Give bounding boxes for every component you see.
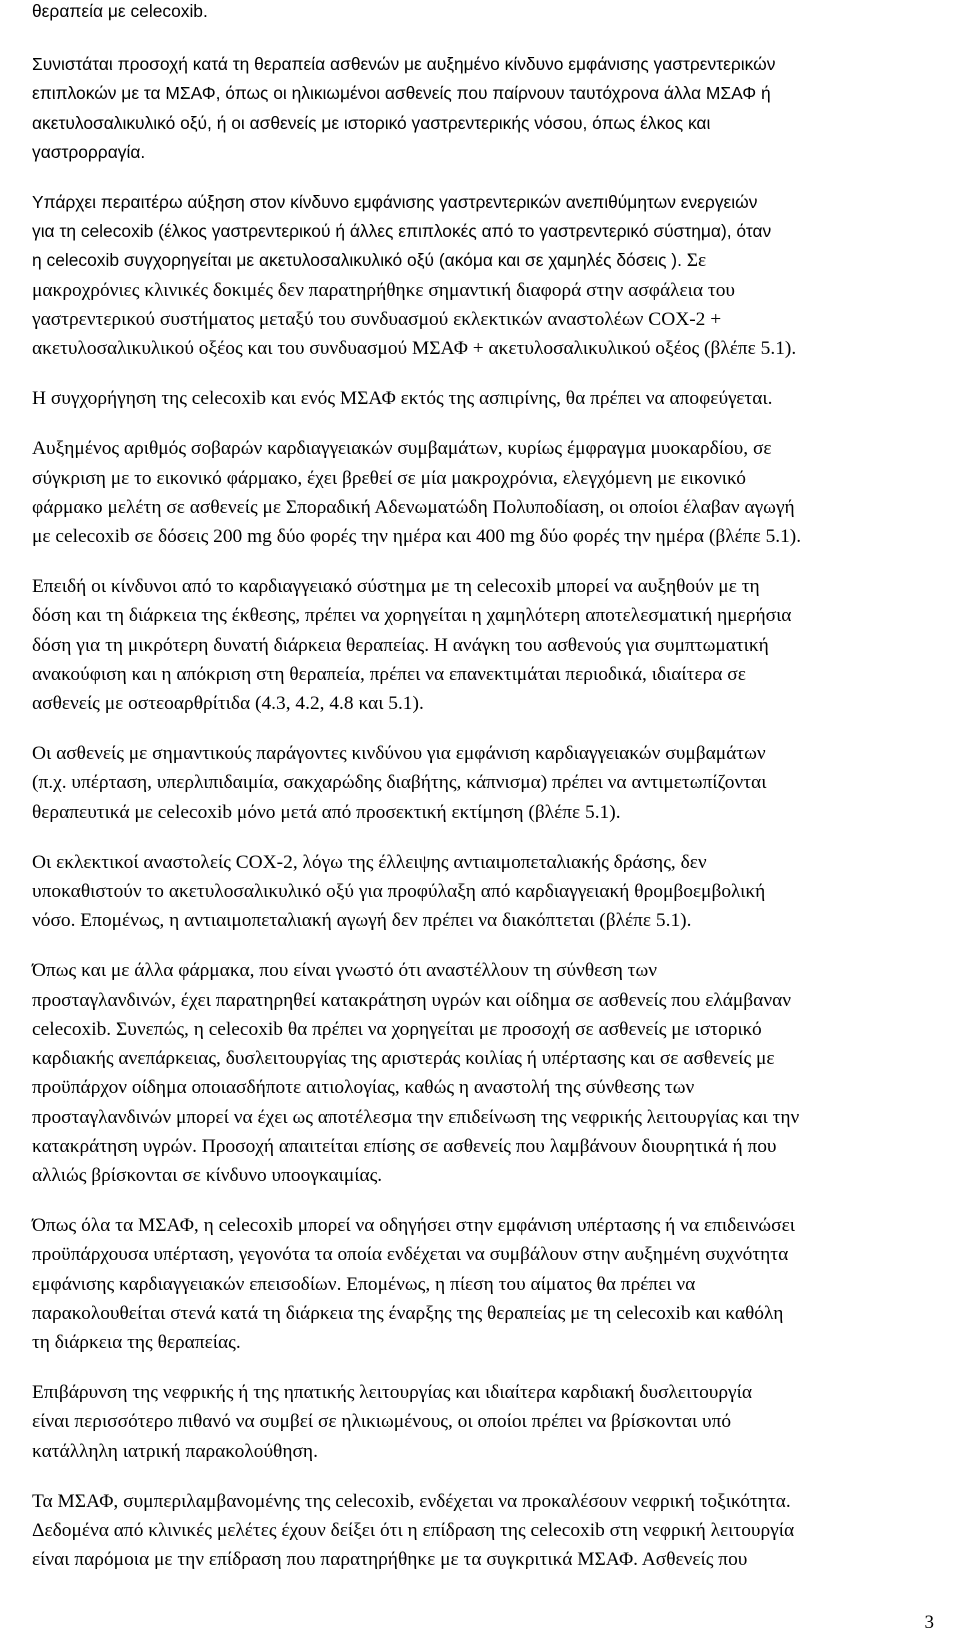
text-line: επιπλοκών με τα ΜΣΑΦ, όπως οι ηλικιωμένοι ασθενείς που παίρνουν ταυτόχρονα άλλα ΜΣΑΦ ή — [32, 83, 771, 104]
paragraph — [32, 50, 932, 167]
text-line: υποκαθιστούν το ακετυλοσαλικυλικό οξύ για προφύλαξη από καρδιαγγειακή θρομβοεμβολική — [32, 881, 766, 903]
text-line: (π.χ. υπέρταση, υπερλιπιδαιμία, σακχαρώδης διαβήτης, κάπνισμα) πρέπει να αντιμετωπίζονται — [32, 772, 767, 794]
paragraph — [32, 572, 932, 718]
text-line: είναι παρόμοια με την επίδραση που παρατηρήθηκε με τα συγκριτικά ΜΣΑΦ. Ασθενείς που — [32, 1549, 748, 1571]
text-line: θεραπεία με celecoxib. — [32, 1, 208, 21]
text-line: προσταγλανδινών μπορεί να έχει ως αποτέλεσμα την επιδείνωση της νεφρικής λειτουργίας και την — [32, 1106, 800, 1128]
text-line: Η συγχορήγηση της celecoxib και ενός ΜΣΑΦ εκτός της ασπιρίνης, θα πρέπει να αποφεύγεται. — [32, 388, 773, 410]
text-line: είναι περισσότερο πιθανό να συμβεί σε ηλικιωμένους, οι οποίοι πρέπει να βρίσκονται υπό — [32, 1411, 732, 1433]
text-line: ασθενείς με οστεοαρθρίτιδα (4.3, 4.2, 4.8 και 5.1). — [32, 693, 424, 715]
text-line: για τη celecoxib (έλκος γαστρεντερικού ή άλλες επιπλοκές από το γαστρεντερικό σύστημα), όταν — [32, 221, 772, 242]
text-line: Οι εκλεκτικοί αναστολείς COX-2, λόγω της έλλειψης αντιαιμοπεταλιακής δράσης, δεν — [32, 851, 707, 873]
text-line: ακετυλοσαλικυλικό οξύ, ή οι ασθενείς με ιστορικό γαστρεντερικής νόσου, όπως έλκος και — [32, 112, 711, 133]
paragraph — [32, 739, 932, 827]
text-line: αλλιώς βρίσκονται σε κίνδυνο υποογκαιμίας. — [32, 1164, 383, 1186]
text-line: τη διάρκεια της θεραπείας. — [32, 1331, 241, 1353]
paragraph — [32, 188, 932, 363]
document-page — [32, 0, 932, 1595]
paragraph — [32, 1378, 932, 1466]
text-line: Τα ΜΣΑΦ, συμπεριλαμβανομένης της celecoxib, ενδέχεται να προκαλέσουν νεφρική τοξικότητα. — [32, 1490, 791, 1512]
text-line: δόση για τη μικρότερη δυνατή διάρκεια θεραπείας. Η ανάγκη του ασθενούς για συμπτωματική — [32, 634, 769, 656]
text-line: νόσο. Επομένως, η αντιαιμοπεταλιακή αγωγή δεν πρέπει να διακόπτεται (βλέπε 5.1). — [32, 910, 692, 932]
text-line: φάρμακο μελέτη σε ασθενείς με Σποραδική Αδενωματώδη Πολυποδίαση, οι οποίοι έλαβαν αγωγή — [32, 496, 795, 518]
text-line: δόση και τη διάρκεια της έκθεσης, πρέπει να χορηγείται η χαμηλότερη αποτελεσματική ημερήσια — [32, 605, 792, 627]
paragraph — [32, 0, 932, 26]
text-line: η celecoxib συγχορηγείται με ακετυλοσαλικυλικό οξύ (ακόμα και σε χαμηλές δόσεις ). Σε — [32, 250, 707, 272]
text-line: με celecoxib σε δόσεις 200 mg δύο φορές την ημέρα και 400 mg δύο φορές την ημέρα (βλέπε 5.1). — [32, 526, 802, 548]
text-line: γαστρορραγία. — [32, 141, 146, 162]
text-line: Συνιστάται προσοχή κατά τη θεραπεία ασθενών με αυξημένο κίνδυνο εμφάνισης γαστρεντερικών — [32, 54, 776, 75]
text-line: θεραπευτικά με celecoxib μόνο μετά από προσεκτική εκτίμηση (βλέπε 5.1). — [32, 801, 621, 823]
text-line: καρδιακής ανεπάρκειας, δυσλειτουργίας της αριστεράς κοιλίας ή υπέρτασης και σε ασθενείς με — [32, 1048, 775, 1070]
text-line: Υπάρχει περαιτέρω αύξηση στον κίνδυνο εμφάνισης γαστρεντερικών ανεπιθύμητων ενεργειών — [32, 192, 758, 213]
paragraph — [32, 956, 932, 1190]
text-line: Δεδομένα από κλινικές μελέτες έχουν δείξει ότι η επίδραση της celecoxib στη νεφρική λειτουργία — [32, 1519, 795, 1541]
text-line: ανακούφιση και η απόκριση στη θεραπεία, πρέπει να επανεκτιμάται περιοδικά, ιδιαίτερα σε — [32, 663, 746, 685]
text-line: προϋπάρχον οίδημα οποιασδήποτε αιτιολογίας, καθώς η αναστολή της σύνθεσης των — [32, 1077, 695, 1099]
paragraph — [32, 1211, 932, 1357]
text-line: προϋπάρχουσα υπέρταση, γεγονότα τα οποία ενδέχεται να συμβάλουν στην αυξημένη συχνότητα — [32, 1244, 789, 1266]
text-line: Όπως και με άλλα φάρμακα, που είναι γνωστό ότι αναστέλλουν τη σύνθεση των — [32, 960, 658, 982]
text-line: Αυξημένος αριθμός σοβαρών καρδιαγγειακών συμβαμάτων, κυρίως έμφραγμα μυοκαρδίου, σε — [32, 438, 772, 460]
text-line: παρακολουθείται στενά κατά τη διάρκεια της έναρξης της θεραπείας με τη celecoxib και καθόλη — [32, 1302, 784, 1324]
text-line: Οι ασθενείς με σημαντικούς παράγοντες κινδύνου για εμφάνιση καρδιαγγειακών συμβαμάτων — [32, 743, 766, 765]
text-line: μακροχρόνιες κλινικές δοκιμές δεν παρατηρήθηκε σημαντική διαφορά στην ασφάλεια του — [32, 279, 735, 301]
page-number: 3 — [924, 1612, 934, 1633]
text-line: ακετυλοσαλικυλικού οξέος και του συνδυασμού ΜΣΑΦ + ακετυλοσαλικυλικού οξέος (βλέπε 5.1). — [32, 338, 797, 360]
paragraph — [32, 1487, 932, 1575]
text-line: σύγκριση με το εικονικό φάρμακο, έχει βρεθεί σε μία μακροχρόνια, ελεγχόμενη με εικονικό — [32, 467, 746, 489]
text-line: Όπως όλα τα ΜΣΑΦ, η celecoxib μπορεί να οδηγήσει στην εμφάνιση υπέρτασης ή να επιδεινώσει — [32, 1215, 795, 1237]
text-line: γαστρεντερικού συστήματος μεταξύ του συνδυασμού εκλεκτικών αναστολέων COX-2 + — [32, 308, 722, 330]
text-line: προσταγλανδινών, έχει παρατηρηθεί κατακράτηση υγρών και οίδημα σε ασθενείς που ελάμβαναν — [32, 989, 792, 1011]
text-line: εμφάνισης καρδιαγγειακών επεισοδίων. Επομένως, η πίεση του αίματος θα πρέπει να — [32, 1273, 696, 1295]
paragraph — [32, 848, 932, 936]
paragraph — [32, 384, 932, 413]
text-line: Επιβάρυνση της νεφρικής ή της ηπατικής λειτουργίας και ιδιαίτερα καρδιακή δυσλειτουργία — [32, 1382, 752, 1404]
text-line: κατακράτηση υγρών. Προσοχή απαιτείται επίσης σε ασθενείς που λαμβάνουν διουρητικά ή που — [32, 1135, 777, 1157]
text-line: κατάλληλη ιατρική παρακολούθηση. — [32, 1440, 318, 1462]
paragraph — [32, 434, 932, 551]
text-line: Επειδή οι κίνδυνοι από το καρδιαγγειακό σύστημα με τη celecoxib μπορεί να αυξηθούν με τη — [32, 576, 760, 598]
text-line: celecoxib. Συνεπώς, η celecoxib θα πρέπει να χορηγείται με προσοχή σε ασθενείς με ιστορικό — [32, 1018, 762, 1040]
